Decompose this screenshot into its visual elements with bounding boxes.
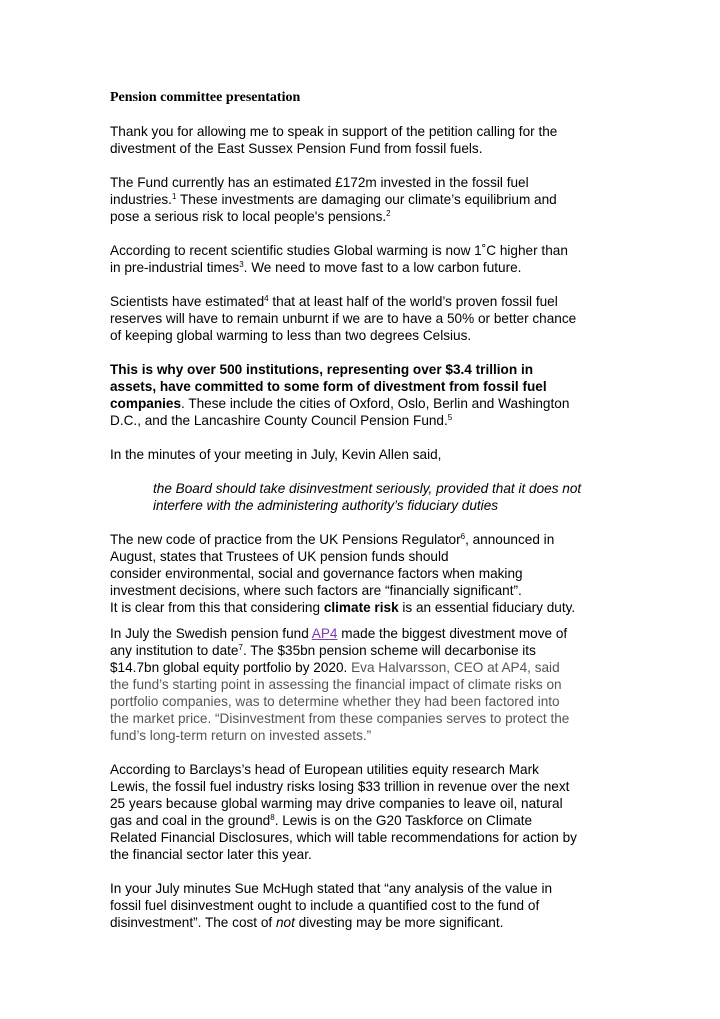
footnote-ref: 4 [264,294,269,303]
italic-run: not [275,915,295,930]
text-run: any institution to date [110,643,239,658]
text-run: is an essential fiduciary duty. [398,600,576,615]
regulator-paragraph [110,531,630,616]
footnote-ref: 2 [386,209,391,218]
text-line: the fund’s starting point in assessing the financial impact of climate risks on [110,677,562,692]
text-line: Lewis, the fossil fuel industry risks losing $33 trillion in revenue over the next [110,779,570,794]
footnote-ref: 1 [171,192,177,201]
text-line: Related Financial Disclosures, which will table recommendations for action by [110,830,577,845]
text-line [110,412,630,429]
global-warming-paragraph [110,242,630,276]
text-line: The Fund currently has an estimated £172m invested in the fossil fuel [110,175,529,190]
text-run: Scientists have estimated [110,294,265,309]
minutes-paragraph [110,446,630,463]
text-line [110,642,630,659]
text-run: These investments are damaging our climate’s equilibrium and [176,192,557,207]
text-line: According to recent scientific studies Global warming is now 1˚C higher than [110,243,568,258]
text-line [110,625,630,642]
text-line [110,599,630,616]
text-run: . These include the cities of Oxford, Oslo, Berlin and Washington [181,396,570,411]
text-run: made the biggest divestment move of [337,626,568,641]
text-line [110,361,630,378]
text-line [110,395,630,412]
ap4-link[interactable]: AP4 [311,626,338,641]
footnote-ref: 6 [460,532,466,541]
text-line [110,659,630,676]
text-line [110,293,630,310]
text-line: fossil fuel disinvestment ought to include a quantified cost to the fund of [110,898,540,913]
text-run: that at least half of the world’s proven fossil fuel [268,294,558,309]
institutions-paragraph [110,361,630,429]
text-line [110,914,630,931]
text-line: investment decisions, where such factors are “financially significant”. [110,583,522,598]
text-run: The new code of practice from the UK Pensions Regulator [110,532,461,547]
text-run: . We need to move fast to a low carbon future. [243,260,522,275]
text-line: interfere with the administering authority’s fiduciary duties [153,498,499,513]
text-line: divestment of the East Sussex Pension Fund from fossil fuels. [110,141,483,156]
barclays-paragraph [110,761,630,863]
mchugh-paragraph [110,880,630,931]
text-line: fund’s long-term return on invested assets.” [110,728,372,743]
footnote-ref: 3 [239,260,244,269]
text-line: the market price. “Disinvestment from these companies serves to protect the [110,711,570,726]
text-line [110,259,630,276]
text-run: disinvestment”. The cost of [110,915,276,930]
fund-investment-paragraph [110,174,630,225]
bold-run: assets, have committed to some form of divestment from fossil fuel [110,379,547,394]
text-run: D.C., and the Lancashire County Council Pension Fund. [110,413,448,428]
bold-run: climate risk [323,600,399,615]
text-run: industries. [110,192,172,207]
bold-run: This is why over 500 institutions, representing over $3.4 trillion in [110,362,534,377]
text-line: consider environmental, social and governance factors when making [110,566,523,581]
text-run: gas and coal in the ground [110,813,271,828]
text-line [110,531,630,548]
text-line [110,191,630,208]
text-line: reserves will have to remain unburnt if we are to have a 50% or better chance [110,311,577,326]
text-line: In the minutes of your meeting in July, Kevin Allen said, [110,447,442,462]
footnote-ref: 7 [238,643,243,652]
text-line [110,208,630,225]
text-run: , announced in [465,532,555,547]
text-line [110,812,630,829]
text-run: In July the Swedish pension fund [110,626,312,641]
quoted-text-run: Eva Halvarsson, CEO at AP4, said [351,660,560,675]
text-run: pose a serious risk to local people's pensions. [110,209,387,224]
footnote-ref: 8 [270,813,275,822]
text-run: $14.7bn global equity portfolio by 2020. [110,660,352,675]
scientists-paragraph [110,293,630,344]
text-line: Thank you for allowing me to speak in support of the petition calling for the [110,124,558,139]
text-run: . Lewis is on the G20 Taskforce on Climate [274,813,533,828]
footnote-ref: 5 [447,413,453,422]
text-run: divesting may be more significant. [294,915,504,930]
text-line [110,378,630,395]
text-line: August, states that Trustees of UK pension funds should [110,549,449,564]
bold-run: companies [110,396,182,411]
ap4-paragraph [110,625,630,744]
text-line: portfolio companies, was to determine whether they had been factored into [110,694,560,709]
quote-block [153,480,623,514]
text-line: the Board should take disinvestment seriously, provided that it does not [153,481,582,496]
text-line: the financial sector later this year. [110,847,312,862]
document-title: Pension committee presentation [110,90,301,105]
text-line: 25 years because global warming may drive companies to leave oil, natural [110,796,563,811]
text-line: of keeping global warming to less than two degrees Celsius. [110,328,472,343]
text-run: in pre-industrial times [110,260,240,275]
text-run: It is clear from this that considering [110,600,324,615]
intro-paragraph [110,123,630,157]
text-line: According to Barclays’s head of European utilities equity research Mark [110,762,539,777]
text-run: . The $35bn pension scheme will decarbonise its [242,643,536,658]
text-line: In your July minutes Sue McHugh stated that “any analysis of the value in [110,881,553,896]
